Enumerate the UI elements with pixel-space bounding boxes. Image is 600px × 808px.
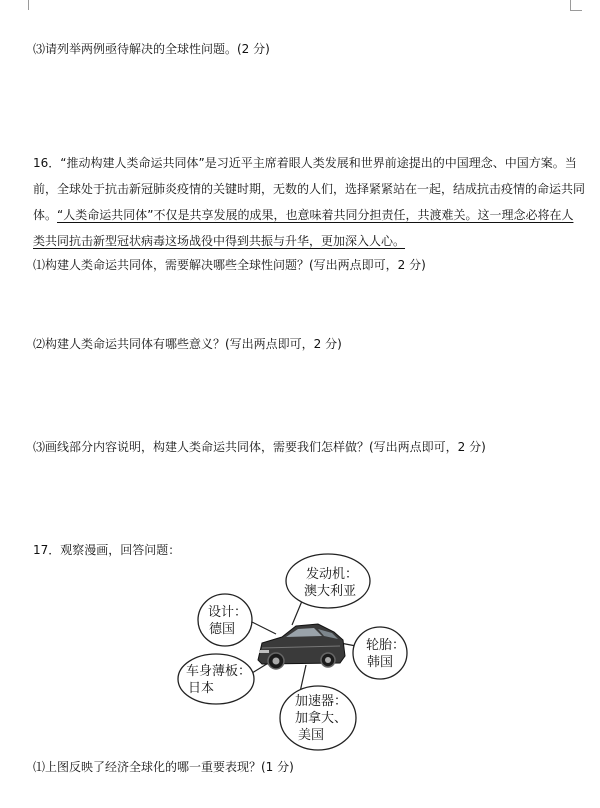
accelerator-label: 加速器： (295, 694, 348, 709)
tire-country: 韩国 (367, 655, 394, 670)
bubble-design (198, 594, 252, 646)
q16-line-3-plain: 体。 (33, 208, 58, 222)
accelerator-country-1: 加拿大、 (295, 711, 348, 726)
q16-sub3: ⑶画线部分内容说明，构建人类命运共同体，需要我们怎样做？(写出两点即可，2 分) (33, 440, 486, 454)
q16-line-3-underlined: “人类命运共同体”不仅是共享发展的成果，也意味着共同分担责任，共渡难关。这一理念必将在人 (57, 208, 574, 222)
q16-line-1: 16．“推动构建人类命运共同体”是习近平主席着眼人类发展和世界前途提出的中国理念、中国方案。当 (33, 156, 577, 170)
q16-sub2: ⑵构建人类命运共同体有哪些意义？(写出两点即可，2 分) (33, 337, 342, 351)
bubble-body (178, 654, 254, 704)
engine-country: 澳大利亚 (304, 584, 357, 599)
engine-label: 发动机： (306, 567, 359, 582)
body-label: 车身薄板： (186, 664, 252, 679)
bubble-tire (353, 627, 407, 679)
design-label: 设计： (208, 605, 248, 620)
body-country: 日本 (188, 681, 215, 696)
q17-heading: 17．观察漫画，回答问题： (33, 543, 181, 557)
design-country: 德国 (209, 622, 236, 637)
tire-label: 轮胎： (366, 638, 406, 653)
q16-line-4-underlined: 类共同抗击新型冠状病毒这场战役中得到共振与升华，更加深入人心。 (33, 234, 406, 248)
q16-line-2: 前，全球处于抗击新冠肺炎疫情的关键时期，无数的人们，选择紧紧站在一起，结成抗击疫情的命运共同 (33, 182, 586, 196)
q16-sub1: ⑴构建人类命运共同体，需要解决哪些全球性问题？(写出两点即可，2 分) (33, 258, 426, 272)
car-illustration (258, 624, 345, 669)
connector-design (250, 621, 276, 634)
q15-sub3: ⑶请列举两例亟待解决的全球性问题。(2 分) (33, 42, 270, 56)
connector-engine (292, 601, 302, 625)
accelerator-country-2: 美国 (298, 728, 325, 743)
q17-sub1: ⑴上图反映了经济全球化的哪一重要表现？(1 分) (33, 760, 294, 774)
